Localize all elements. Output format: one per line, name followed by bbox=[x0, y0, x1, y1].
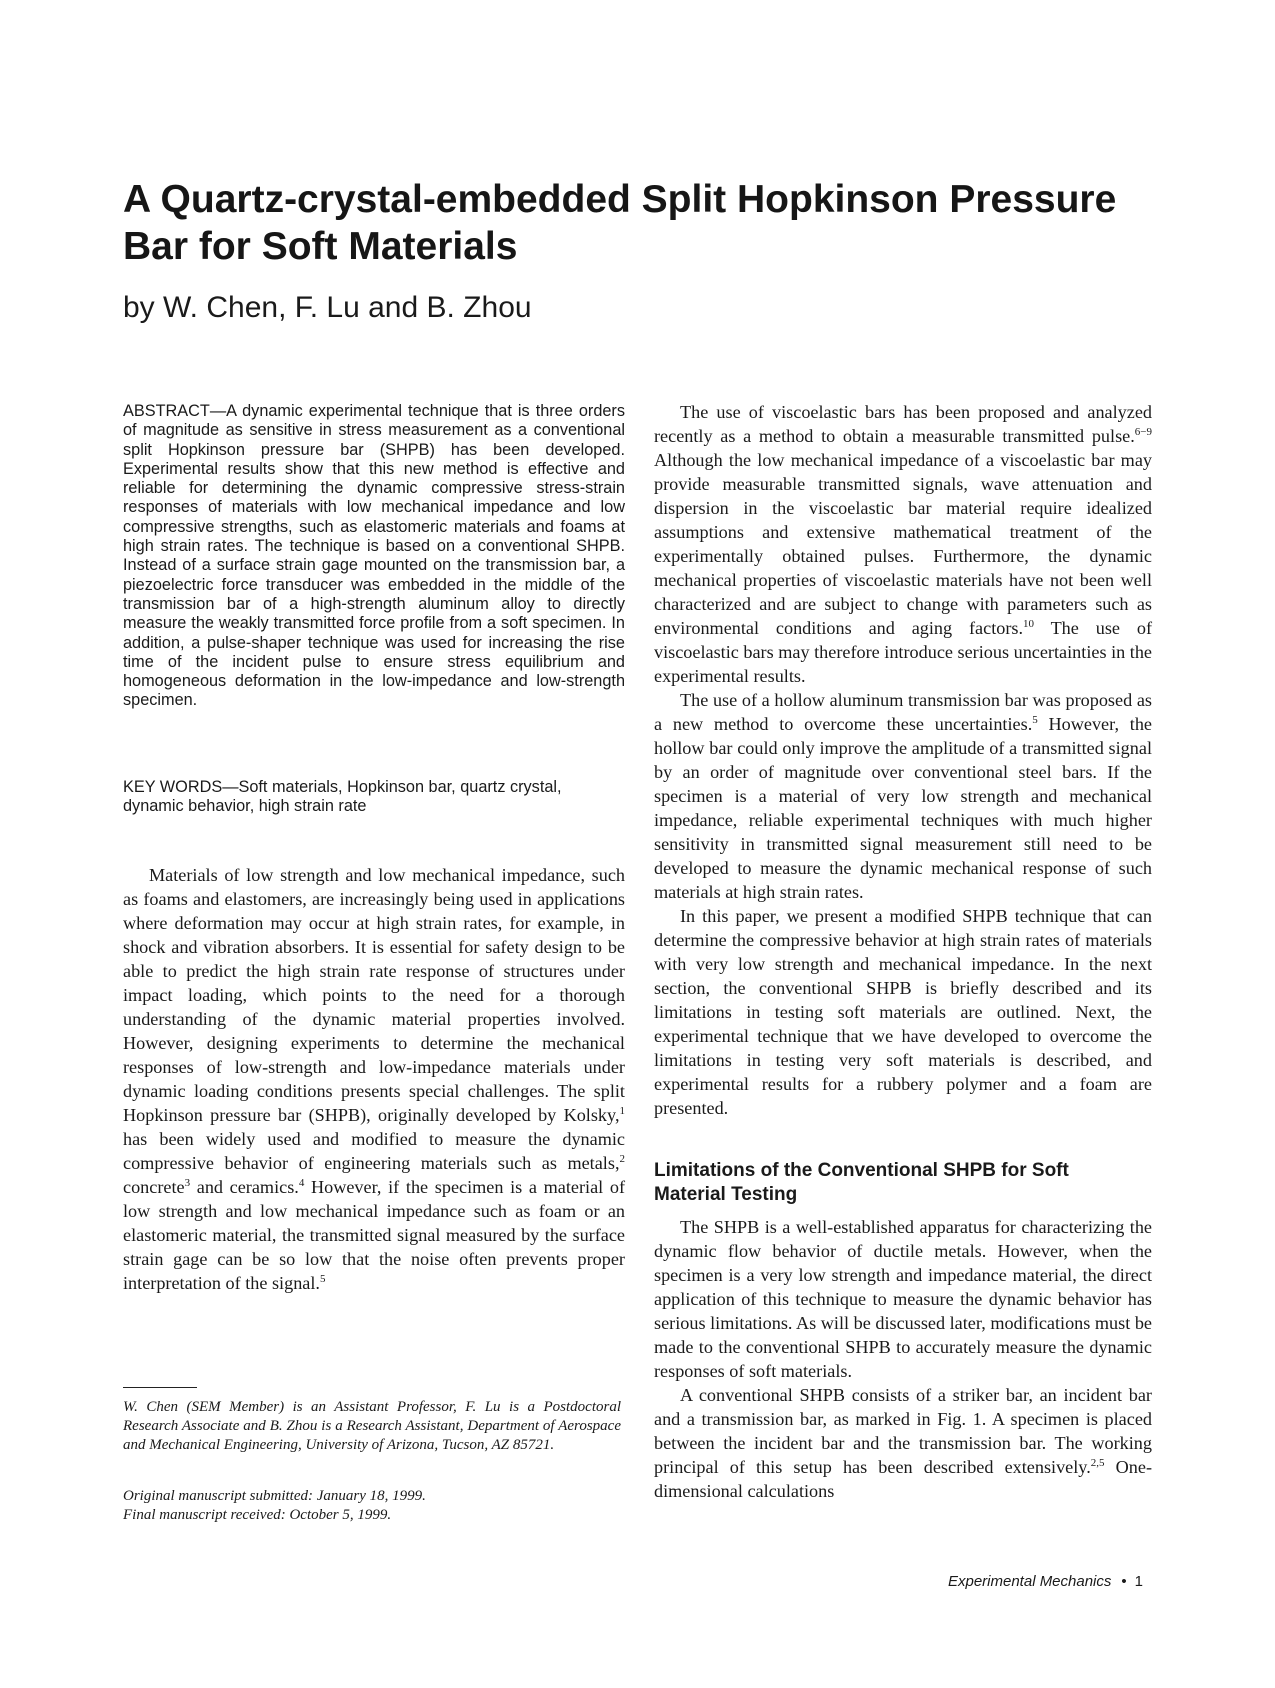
journal-name: Experimental Mechanics bbox=[947, 1573, 1112, 1590]
citation: 6−9 bbox=[1134, 425, 1152, 438]
body-paragraph: The use of a hollow aluminum transmission bar was proposed as a new method to overcome these uncertainties.$^5$ However, the hollow bar could only improve the amplitude of a transmitted signal by an order of magnitude over conventional steel bars. If the specimen is a material of very low strength and mechanical impedance, reliable experimental techniques with much higher sensitivity in transmitted signal measurement still need to be developed to measure the dynamic mechanical response of such materials at high strain rates. bbox=[654, 690, 1152, 902]
body-paragraph: A conventional SHPB consists of a striker bar, an incident bar and a transmission bar, as marked in Fig. 1. A specimen is placed between the incident bar and the transmission bar. The working principal of this setup has been described extensively.$^{2,5}$ One-dimensional calculations bbox=[654, 1385, 1153, 1501]
body-paragraph: The use of viscoelastic bars has been proposed and analyzed recently as a method to obtain a measurable transmitted pulse.$^{6-9}$ Although the low mechanical impedance of a viscoelastic bar may provide measurable transmitted signals, wave attenuation and dispersion in the viscoelastic bar material require idealized assumptions and extensive mathematical treatment of the experimentally obtained pulses. Furthermore, the dynamic mechanical properties of viscoelastic materials have not been well characterized and are subject to change with parameters such as environmental conditions and aging factors.$^{10}$ The use of viscoelastic bars may therefore introduce serious uncertainties in the experimental results. bbox=[654, 402, 1152, 686]
right-column-bottom bbox=[654, 1215, 1152, 1503]
introduction-column bbox=[123, 863, 625, 1295]
citation: 1 bbox=[619, 1104, 625, 1117]
page-footer bbox=[948, 1572, 1143, 1592]
paper-title: A Quartz-crystal-embedded Split Hopkinson Pressure Bar for Soft Materials bbox=[123, 178, 1117, 268]
abstract: ABSTRACT—A dynamic experimental technique that is three orders of magnitude as sensitive in stress measurement as a conventional split Hopkinson pressure bar (SHPB) has been developed. Experimental results show that this new method is effective and reliable for determining the dynamic compressive stress-strain responses of materials with low mechanical impedance and low compressive strengths, such as elastomeric materials and foams at high strain rates. The technique is based on a conventional SHPB. Instead of a surface strain gage mounted on the transmission bar, a piezoelectric force transducer was embedded in the middle of the transmission bar of a high-strength aluminum alloy to directly measure the weakly transmitted force profile from a soft specimen. In addition, a pulse-shaper technique was used for increasing the rise time of the incident pulse to ensure stress equilibrium and homogeneous deformation in the low-impedance and low-strength specimen. bbox=[123, 402, 625, 710]
body-paragraph: The SHPB is a well-established apparatus for characterizing the dynamic flow behavior of ductile metals. However, when the specimen is a very low strength and impedance material, the direct application of this technique to measure the dynamic behavior has serious limitations. As will be discussed later, modifications must be made to the conventional SHPB to accurately measure the dynamic responses of soft materials. bbox=[654, 1217, 1152, 1381]
citation: 5 bbox=[319, 1272, 326, 1285]
bullet-separator: • bbox=[1121, 1573, 1127, 1590]
keywords: KEY WORDS—Soft materials, Hopkinson bar, quartz crystal, dynamic behavior, high strain rate bbox=[123, 778, 562, 816]
body-paragraph: In this paper, we present a modified SHPB technique that can determine the compressive behavior at high strain rates of materials with very low strength and mechanical impedance. In the next section, the conventional SHPB is briefly described and its limitations in testing soft materials are outlined. Next, the experimental technique that we have developed to overcome the limitations in testing very soft materials is described, and experimental results for a rubbery polymer and a foam are presented. bbox=[654, 906, 1152, 1118]
manuscript-dates bbox=[123, 1487, 621, 1525]
page-number: 1 bbox=[1134, 1573, 1143, 1590]
citation: 5 bbox=[1032, 713, 1038, 726]
author-line: by W. Chen, F. Lu and B. Zhou bbox=[123, 291, 532, 324]
citation: 10 bbox=[1023, 617, 1035, 630]
intro-paragraph: Materials of low strength and low mechanical impedance, such as foams and elastomers, are increasingly being used in applications where deformation may occur at high strain rates, for example, in shock and vibration absorbers. It is essential for safety design to be able to predict the high strain rate response of structures under impact loading, which points to the need for a thorough understanding of the dynamic material properties involved. However, designing experiments to determine the mechanical responses of low-strength and low-impedance materials under dynamic loading conditions presents special challenges. The split Hopkinson pressure bar (SHPB), originally developed by Kolsky,$^1$ has been widely used and modified to measure the dynamic compressive behavior of engineering materials such as metals,$^2$ concrete$^3$ and ceramics.$^4$ However, if the specimen is a material of low strength and low mechanical impedance such as foam or an elastomeric material, the transmitted signal measured by the surface strain gage can be so low that the noise often prevents proper interpretation of the signal.$^5$ bbox=[123, 865, 626, 1293]
citation: 2 bbox=[619, 1152, 625, 1165]
citation: 2,5 bbox=[1090, 1456, 1105, 1469]
footnote-divider bbox=[123, 1387, 197, 1388]
section-heading: Limitations of the Conventional SHPB for Soft Material Testing bbox=[654, 1160, 1069, 1205]
author-affiliation: W. Chen (SEM Member) is an Assistant Professor, F. Lu is a Postdoctoral Research Associate and B. Zhou is a Research Assistant, Department of Aerospace and Mechanical Engineering, University of Arizona, Tucson, AZ 85721. bbox=[123, 1399, 621, 1453]
citation: 3 bbox=[184, 1176, 191, 1189]
received-date: Final manuscript received: October 5, 1999. bbox=[123, 1507, 392, 1523]
citation: 4 bbox=[298, 1176, 305, 1189]
submitted-date: Original manuscript submitted: January 18, 1999. bbox=[123, 1488, 426, 1504]
right-column-top bbox=[654, 400, 1152, 1120]
